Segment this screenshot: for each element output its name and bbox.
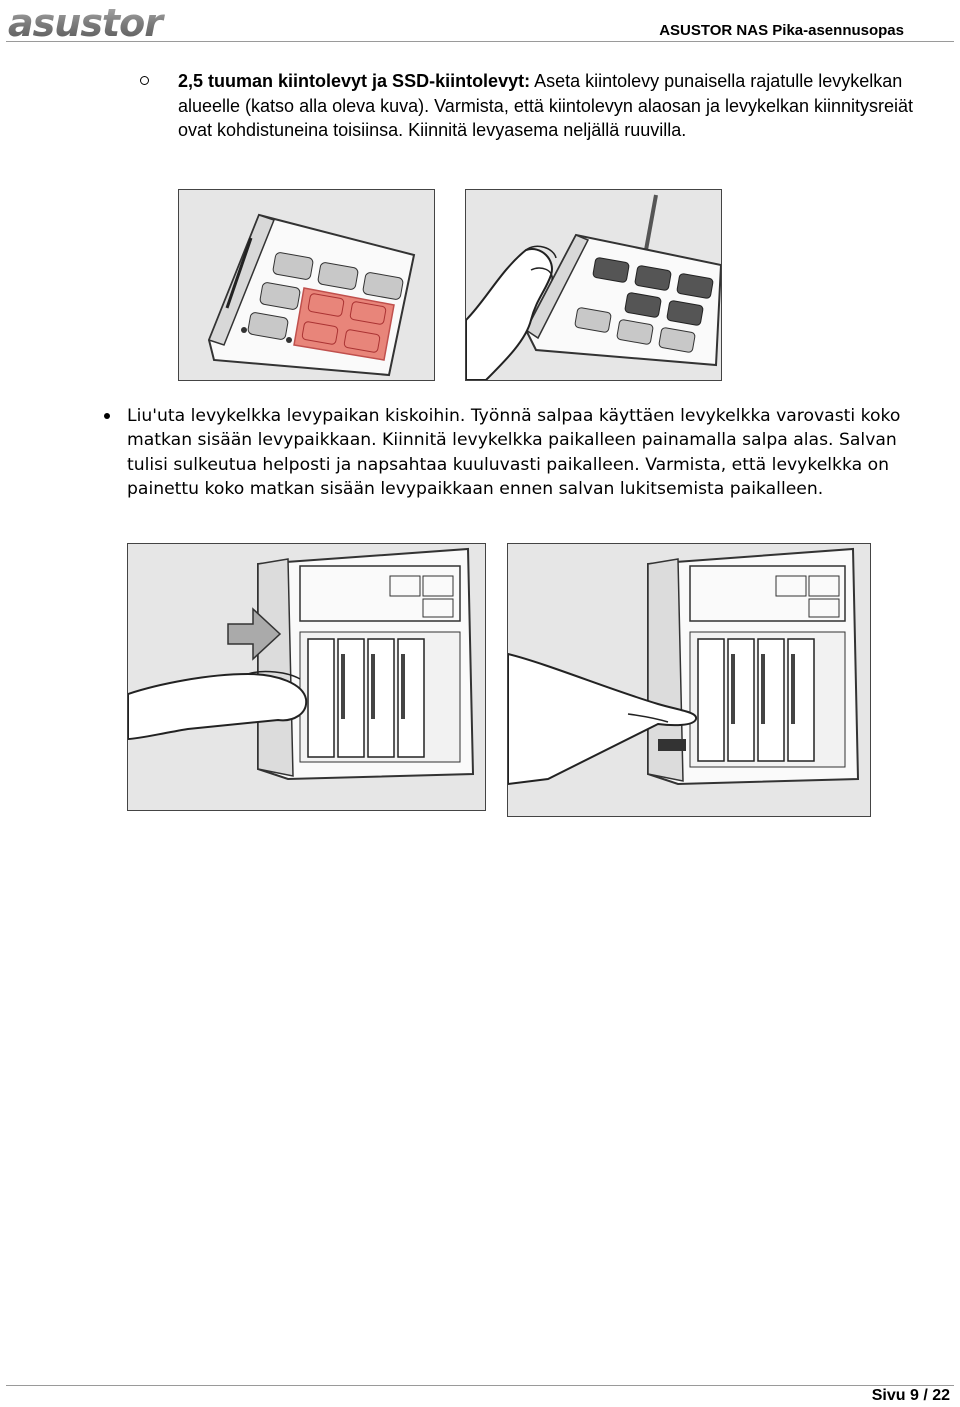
figure-nas-press-latch [507, 543, 871, 817]
list-item-text: Liu'uta levykelkka levypaikan kiskoihin. Työnnä salpaa käyttäen levykelkka varovasti koko matkan sisään levypaikkaan. Kiinnitä levykelkka paikalleen painamalla salpa alas. Salvan tulisi sulkeutua helposti ja napsahtaa kuuluvasti paikalleen. Varmista, että levykelkka on painettu koko matkan sisään levypaikkaan ennen salvan lukitsemista paikalleen. [127, 406, 901, 499]
hollow-bullet-icon [140, 76, 149, 85]
figure-nas-insert-tray [127, 543, 486, 811]
logo-wordmark: asustor [8, 2, 162, 42]
asustor-logo [6, 2, 202, 42]
list-item-hdd-installation [140, 69, 930, 143]
document-title: ASUSTOR NAS Pika-asennusopas [659, 22, 904, 39]
figure-tray-screwing [465, 189, 722, 381]
figure-tray-highlight [178, 189, 435, 381]
list-item-text [178, 69, 930, 143]
page-number: Sivu 9 / 22 [871, 1387, 950, 1404]
header-divider [6, 41, 954, 42]
footer-divider [6, 1385, 954, 1386]
list-item-body: Aseta kiintolevy punaisella rajatulle levykelkan alueelle (katso alla oleva kuva). Varmista, että kiintolevyn alaosan ja levykelkan kiinnitysreiät ovat kohdistuneina toisiinsa. Kiinnitä levyasema neljällä ruuvilla. [178, 71, 914, 140]
list-item-heading: 2,5 tuuman kiintolevyt ja SSD-kiintolevyt: [178, 71, 531, 91]
bullet-icon [104, 413, 110, 419]
list-item-insert-tray [100, 404, 930, 501]
